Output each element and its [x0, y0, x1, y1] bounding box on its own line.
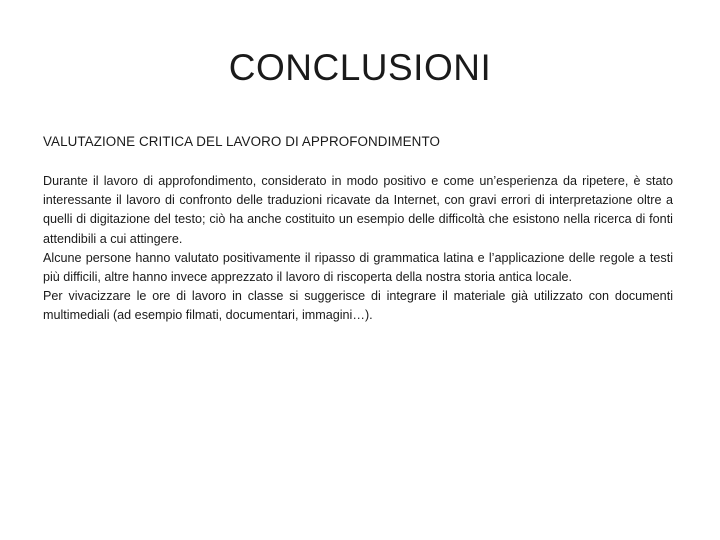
paragraph-evaluation: Durante il lavoro di approfondimento, considerato in modo positivo e come un’esperienza da ripetere, è stato interessante il lavoro di confronto delle traduzioni ricavate da Internet, con gravi errori di interpretazione oltre a quelli di digitazione del testo; ciò ha anche costituito un esempio delle difficoltà che esistono nella ricerca di fonti attendibili a cui attingere.	[43, 174, 673, 246]
paragraph-opinions: Alcune persone hanno valutato positivamente il ripasso di grammatica latina e l’applicazione delle regole a testi più difficili, altre hanno invece apprezzato il lavoro di riscoperta della nostra storia antica locale.	[43, 250, 673, 285]
slide-body	[43, 172, 673, 326]
paragraph-suggestions: Per vivacizzare le ore di lavoro in classe si suggerisce di integrare il materiale già utilizzato con documenti multimediali (ad esempio filmati, documentari, immagini…).	[43, 289, 673, 323]
slide-title: CONCLUSIONI	[228, 47, 492, 88]
slide-subtitle: VALUTAZIONE CRITICA DEL LAVORO DI APPROFONDIMENTO	[43, 134, 441, 149]
